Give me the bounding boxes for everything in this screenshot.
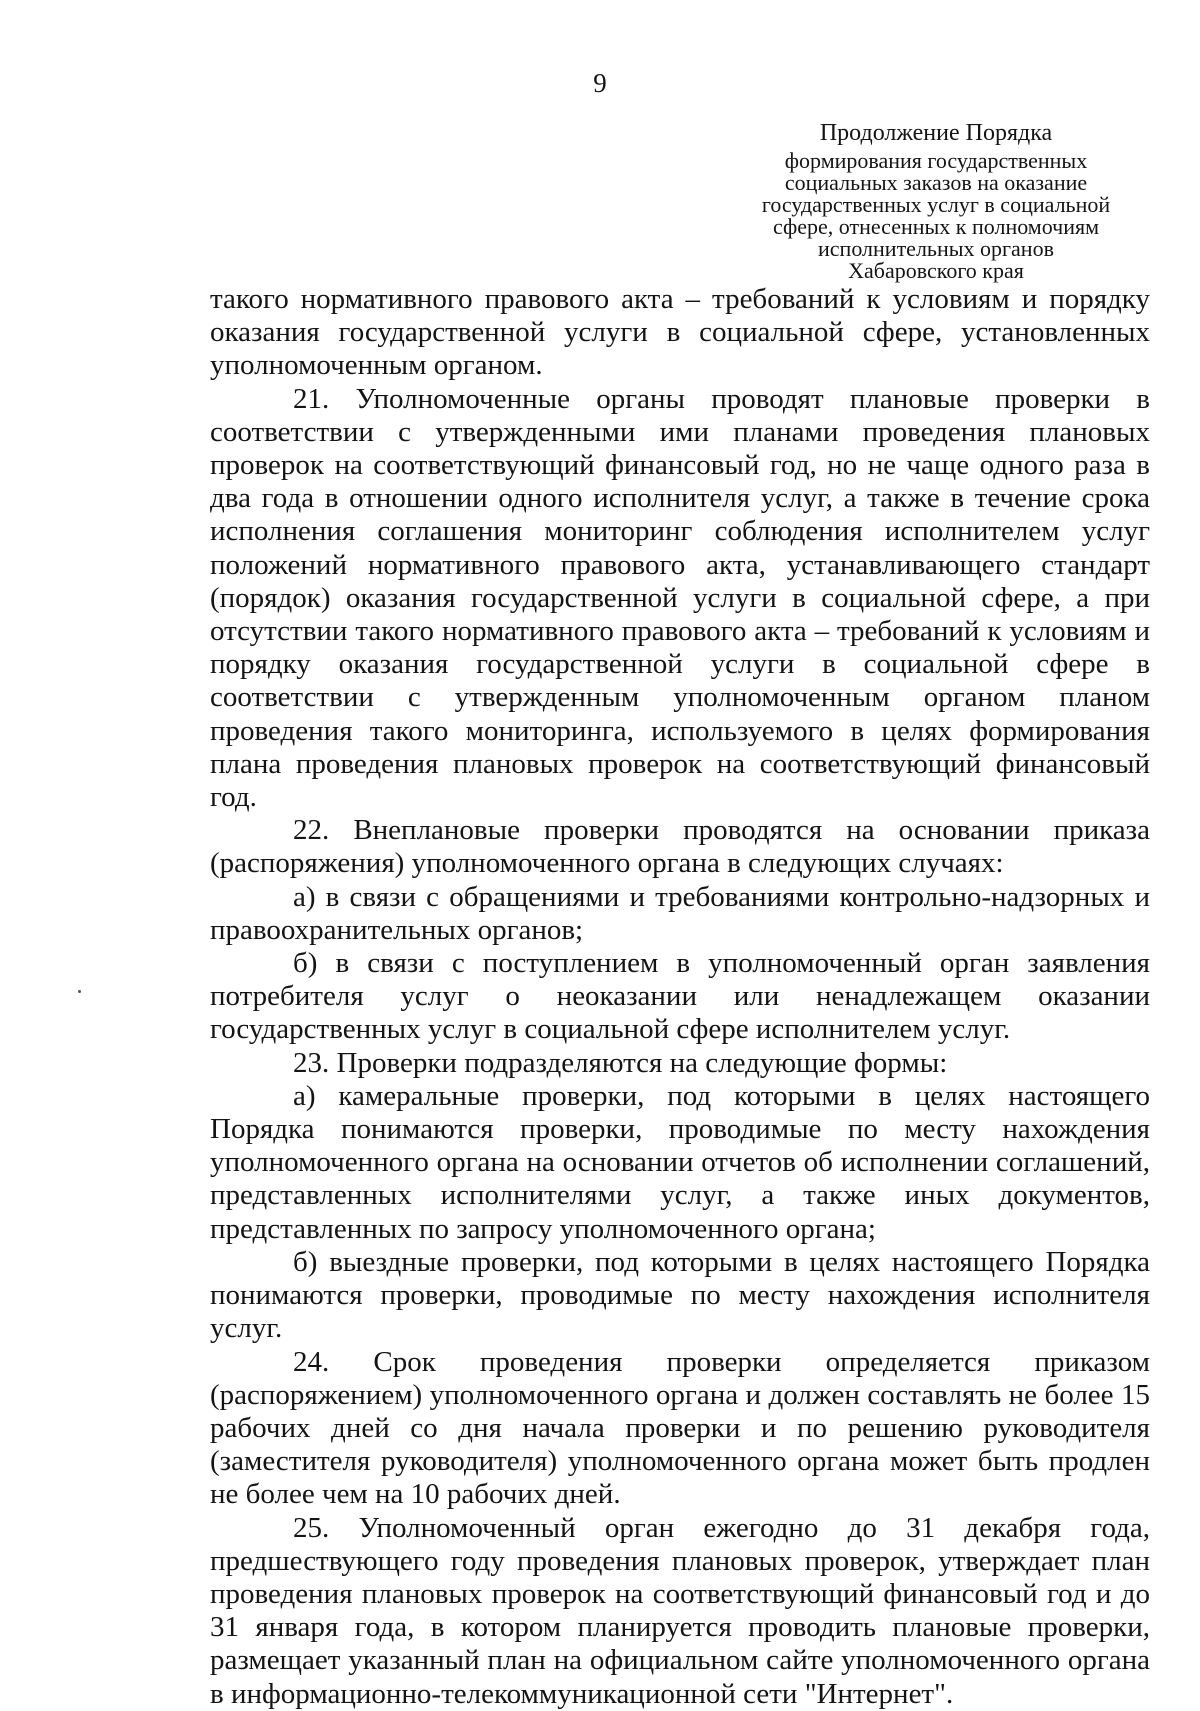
document-header <box>740 118 1132 282</box>
paragraph-23: 23. Проверки подразделяются на следующие формы: <box>293 1046 948 1079</box>
paragraph-23-a: а) камеральные проверки, под которыми в целях настоящего Порядка понимаются проверки, проводимые по месту нахождения уполномоченного органа на основании отчетов об исполнении соглашений, представленных исполнителями услуг, а также иных документов, представленных по запросу уполномоченного органа; <box>210 1079 1150 1245</box>
paragraph-25: 25. Уполномоченный орган ежегодно до 31 декабря года, предшествующего году проведения плановых проверок, утверждает план проведения плановых проверок на соответствующий финансовый год и до 31 января года, в котором планируется проводить плановые проверки, размещает указанный план на официальном сайте уполномоченного органа в информационно-телекоммуникационной сети "Интернет". <box>210 1511 1150 1710</box>
paragraph-21: 21. Уполномоченные органы проводят плановые проверки в соответствии с утвержденными ими планами проведения плановых проверок на соответствующий финансовый год, но не чаще одного раза в два года в отношении одного исполнителя услуг, а также в течение срока исполнения соглашения мониторинг соблюдения исполнителем услуг положений нормативного правового акта, устанавливающего стандарт (порядок) оказания государственной услуги в социальной сфере, а при отсутствии такого нормативного правового акта – требований к условиям и порядку оказания государственной услуги в социальной сфере в соответствии с утвержденным уполномоченным органом планом проведения такого мониторинга, используемого в целях формирования плана проведения плановых проверок на соответствующий финансовый год. <box>210 382 1150 814</box>
header-line: Хабаровского края <box>848 258 1024 283</box>
header-line: формирования государственных <box>784 148 1088 173</box>
header-line: исполнительных органов <box>818 236 1054 261</box>
paragraph-22: 22. Внеплановые проверки проводятся на основании приказа (распоряжения) уполномоченного органа в следующих случаях: <box>210 814 1150 880</box>
header-title: Продолжение Порядка <box>819 120 1053 146</box>
header-line: социальных заказов на оказание <box>784 170 1088 195</box>
header-line: государственных услуг в социальной <box>761 192 1111 217</box>
page-number: 9 <box>593 68 607 98</box>
paragraph-22-b: б) в связи с поступлением в уполномоченный орган заявления потребителя услуг о неоказании или ненадлежащем оказании государственных услуг в социальной сфере исполнителем услуг. <box>210 947 1150 1046</box>
paragraph-continuation: такого нормативного правового акта – требований к условиям и порядку оказания государственной услуги в социальной сфере, установленных уполномоченным органом. <box>210 283 1150 382</box>
document-body <box>210 283 1150 1711</box>
paragraph-22-a: а) в связи с обращениями и требованиями контрольно-надзорных и правоохранительных органов; <box>210 880 1150 946</box>
header-line: сфере, отнесенных к полномочиям <box>772 214 1100 239</box>
scan-speck <box>78 990 81 993</box>
paragraph-23-b: б) выездные проверки, под которыми в целях настоящего Порядка понимаются проверки, проводимые по месту нахождения исполнителя услуг. <box>210 1245 1150 1345</box>
paragraph-24: 24. Срок проведения проверки определяется приказом (распоряжением) уполномоченного органа и должен составлять не более 15 рабочих дней со дня начала проверки и по решению руководителя (заместителя руководителя) уполномоченного органа может быть продлен не более чем на 10 рабочих дней. <box>210 1345 1150 1511</box>
